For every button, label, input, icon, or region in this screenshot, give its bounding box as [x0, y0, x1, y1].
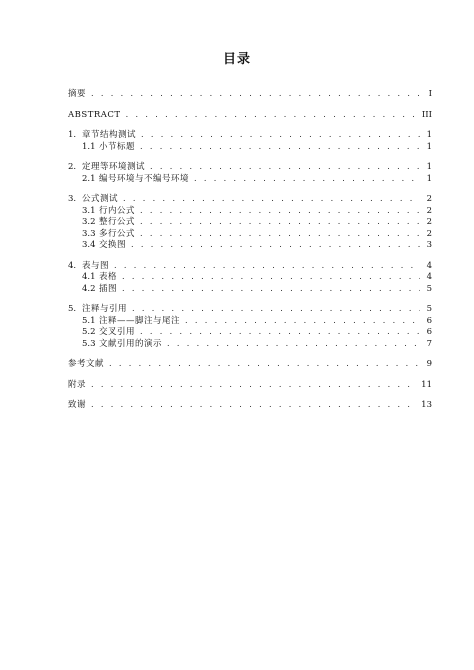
dot-leader	[150, 161, 420, 173]
toc-entry-chapter-4[interactable]	[68, 260, 432, 272]
toc-entry-title: 致谢	[68, 400, 87, 410]
toc-entry-page: 11	[421, 379, 432, 390]
toc-entry-abstract-en[interactable]	[68, 109, 432, 121]
dot-leader	[123, 193, 420, 205]
toc-entry-section-4-1[interactable]	[68, 271, 432, 283]
toc-entry-title: 参考文献	[68, 359, 105, 369]
toc-entry-number: 4.2	[82, 283, 96, 294]
toc-entry-title: 章节结构测试	[82, 130, 137, 140]
dot-leader	[140, 228, 420, 240]
dot-leader	[140, 216, 420, 228]
toc-entry-chapter-3[interactable]	[68, 193, 432, 205]
toc-entry-title: 注释与引用	[82, 304, 128, 314]
dot-leader	[109, 358, 420, 370]
dot-leader	[114, 260, 420, 272]
toc-entry-page: 1	[426, 130, 432, 140]
toc-entry-page: 5	[426, 283, 432, 294]
toc-entry-page: III	[421, 109, 432, 120]
toc-entry-section-5-3[interactable]	[68, 338, 432, 350]
toc-entry-number: 3.3	[82, 228, 96, 239]
toc-entry-title: 整行公式	[99, 217, 136, 227]
toc-entry-page: 5	[426, 304, 432, 314]
toc-entry-page: 2	[426, 205, 432, 216]
table-of-contents	[68, 88, 432, 411]
toc-entry-title: 定理等环境测试	[82, 162, 146, 172]
toc-entry-number: 4.	[68, 260, 77, 271]
toc-entry-title: ABSTRACT	[68, 109, 121, 120]
dot-leader	[167, 338, 420, 350]
toc-entry-number: 3.2	[82, 217, 96, 227]
toc-entry-references[interactable]	[68, 358, 432, 370]
dot-leader	[122, 283, 420, 295]
toc-entry-number: 1.1	[82, 141, 96, 152]
toc-entry-page: 2	[426, 228, 432, 239]
toc-entry-section-2-1[interactable]	[68, 173, 432, 185]
toc-entry-chapter-2[interactable]	[68, 161, 432, 173]
toc-entry-page: 7	[426, 338, 432, 349]
toc-entry-title: 编号环境与不编号环境	[99, 173, 190, 184]
toc-entry-section-5-2[interactable]	[68, 326, 432, 338]
toc-entry-page: 2	[426, 194, 432, 204]
toc-entry-title: 注释——脚注与尾注	[99, 315, 181, 326]
dot-leader	[140, 326, 420, 338]
toc-entry-page: 1	[426, 141, 432, 152]
dot-leader	[140, 205, 420, 217]
toc-entry-section-3-4[interactable]	[68, 239, 432, 251]
toc-entry-appendix[interactable]	[68, 379, 432, 391]
dot-leader	[122, 271, 420, 283]
toc-entry-page: 2	[426, 217, 432, 227]
dot-leader	[91, 88, 420, 100]
toc-entry-title: 公式测试	[82, 194, 119, 204]
toc-entry-title: 小节标题	[99, 141, 136, 152]
dot-leader	[185, 315, 420, 327]
toc-entry-number: 1.	[68, 130, 77, 140]
toc-entry-page: I	[428, 89, 432, 99]
toc-entry-number: 5.2	[82, 327, 96, 337]
toc-entry-number: 2.1	[82, 173, 96, 184]
toc-entry-title: 附录	[68, 379, 87, 390]
toc-entry-number: 2.	[68, 162, 77, 172]
toc-entry-title: 表格	[99, 272, 118, 282]
toc-entry-page: 4	[426, 260, 432, 271]
toc-entry-section-1-1[interactable]	[68, 141, 432, 153]
toc-entry-section-3-2[interactable]	[68, 216, 432, 228]
dot-leader	[91, 379, 417, 391]
toc-entry-chapter-1[interactable]	[68, 129, 432, 141]
toc-entry-page: 1	[426, 173, 432, 184]
toc-entry-page: 6	[426, 315, 432, 326]
toc-entry-section-3-1[interactable]	[68, 205, 432, 217]
toc-entry-section-3-3[interactable]	[68, 228, 432, 240]
dot-leader	[140, 141, 420, 153]
toc-entry-abstract-cn[interactable]	[68, 88, 432, 100]
toc-entry-title: 交叉引用	[99, 327, 136, 337]
toc-entry-number: 3.4	[82, 240, 96, 250]
toc-entry-number: 3.	[68, 194, 77, 204]
toc-entry-page: 9	[426, 359, 432, 369]
dot-leader	[132, 303, 420, 315]
dot-leader	[141, 129, 420, 141]
toc-entry-acknowledgements[interactable]	[68, 399, 432, 411]
toc-entry-page: 1	[426, 162, 432, 172]
toc-entry-number: 5.	[68, 304, 77, 314]
toc-entry-title: 摘要	[68, 89, 87, 99]
toc-entry-page: 6	[426, 327, 432, 337]
page-title: 目录	[222, 52, 251, 67]
toc-entry-title: 插图	[99, 283, 118, 294]
toc-entry-page: 13	[421, 400, 432, 410]
toc-entry-number: 5.1	[82, 315, 96, 326]
toc-entry-title: 交换图	[99, 240, 127, 250]
toc-entry-number: 5.3	[82, 338, 96, 349]
toc-entry-title: 表与图	[82, 260, 110, 271]
dot-leader	[91, 399, 417, 411]
dot-leader	[126, 109, 418, 121]
toc-entry-title: 多行公式	[99, 228, 136, 239]
toc-entry-title: 文献引用的演示	[99, 338, 163, 349]
toc-entry-section-5-1[interactable]	[68, 315, 432, 327]
toc-entry-chapter-5[interactable]	[68, 303, 432, 315]
toc-entry-section-4-2[interactable]	[68, 283, 432, 295]
dot-leader	[131, 239, 420, 251]
toc-entry-title: 行内公式	[99, 205, 136, 216]
toc-entry-number: 3.1	[82, 205, 96, 216]
toc-entry-number: 4.1	[82, 272, 96, 282]
dot-leader	[194, 173, 420, 185]
toc-entry-page: 3	[426, 240, 432, 250]
toc-entry-page: 4	[426, 272, 432, 282]
